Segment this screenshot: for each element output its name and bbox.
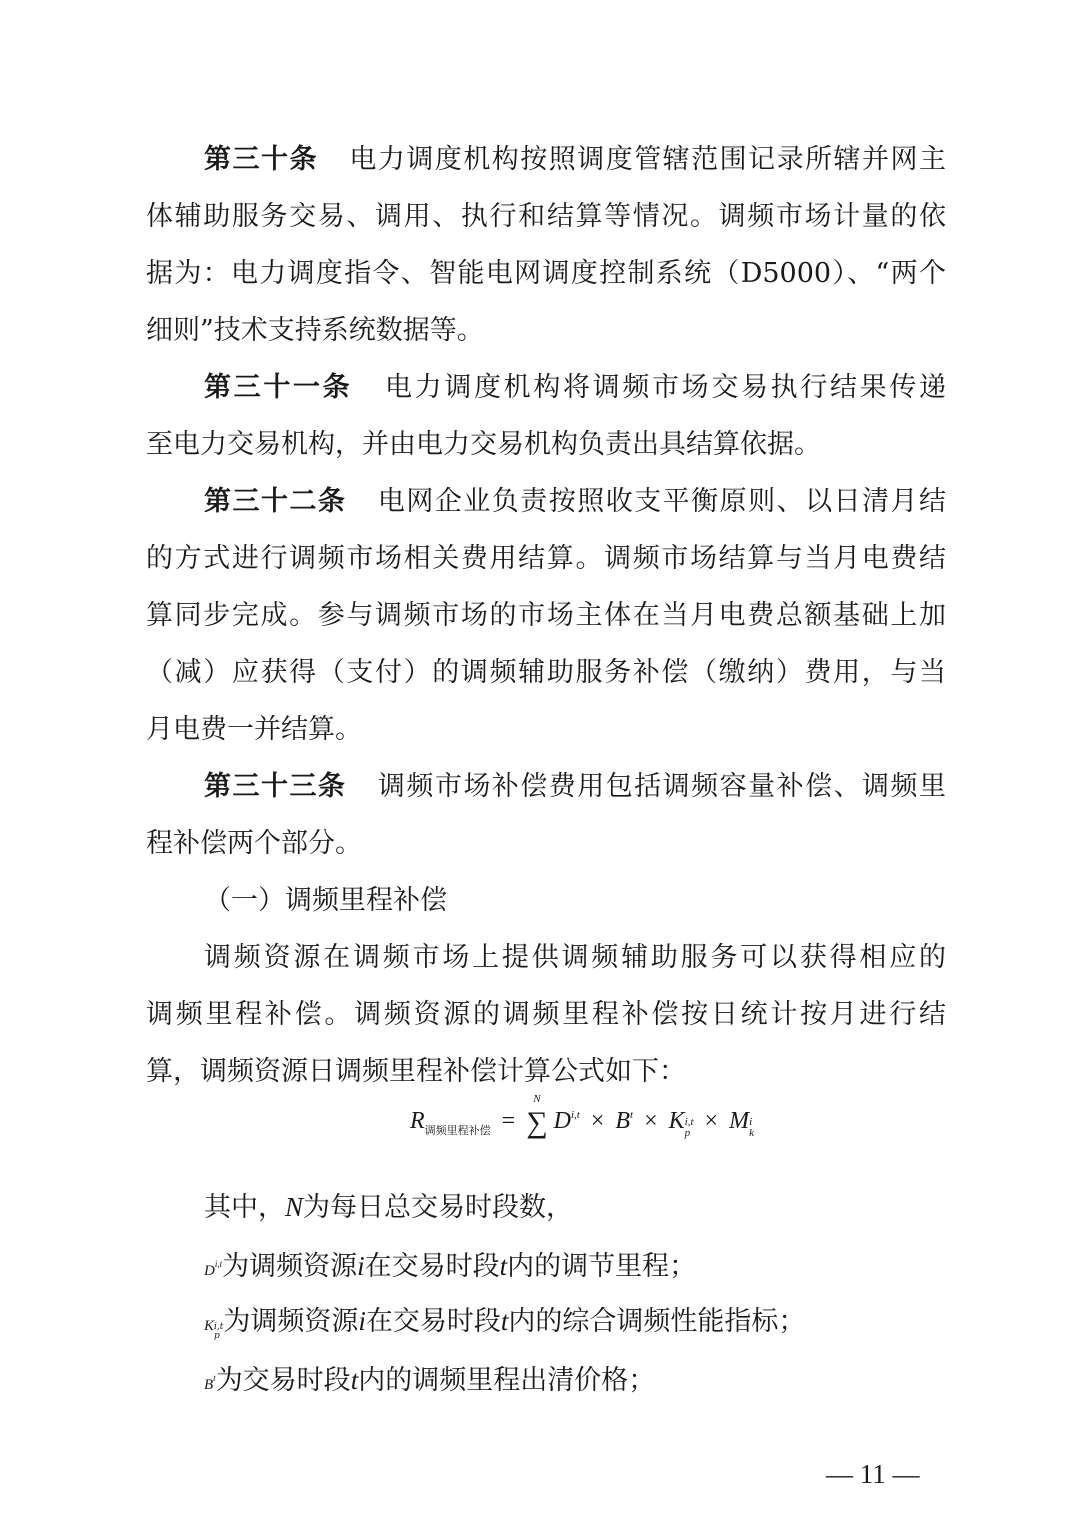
symbol-b-sup: t [213,1373,216,1383]
paragraph-line-1: 调频资源在调频市场上提供调频辅助服务可以获得相应的 [204,942,946,973]
definition-3-text-c: 内的综合调频性能指标； [508,1306,806,1337]
formula-b: B [615,1108,631,1134]
article-33-line-2: 程补偿两个部分。 [146,828,362,859]
symbol-k-scripts [214,1323,223,1341]
article-32-line-3: 算同步完成。参与调频市场的市场主体在当月电费总额基础上加 [146,600,946,631]
symbol-t-2: t [500,1306,509,1336]
paragraph-line-2: 调频里程补偿。调频资源的调频里程补偿按日统计按月进行结 [146,999,946,1030]
formula-sum [526,1093,548,1139]
formula-k: K [668,1108,685,1134]
article-32-line-4: （减）应获得（支付）的调频辅助服务补偿（缴纳）费用，与当 [146,657,946,688]
definition-2-text-c: 内的调节里程； [507,1251,697,1282]
article-30-line-2: 体辅助服务交易、调用、执行和结算等情况。调频市场计量的依 [146,201,946,232]
definition-4-text-a: 为交易时段 [215,1365,351,1396]
formula-d-sup: i,t [570,1109,580,1121]
formula-sum-upper: N [533,1093,541,1105]
symbol-k-sub: p [214,1331,220,1341]
article-31-line-2: 至电力交易机构，并由电力交易机构负责出具结算依据。 [146,429,821,460]
formula-lhs: R [410,1108,425,1134]
definition-2-text-a: 为调频资源 [222,1251,358,1282]
article-30-text: 电力调度机构按照调度管辖范围记录所辖并网主 [347,144,947,175]
symbol-i-2: i [358,1306,366,1336]
article-32-heading: 第三十二条 [204,486,347,517]
formula-m-sup: i [749,1116,753,1128]
symbol-n: N [285,1192,304,1222]
subsection-title: （一）调频里程补偿 [204,885,447,916]
definition-3-text-b: 在交易时段 [365,1306,501,1337]
article-31-line-1 [204,368,946,408]
definition-line-4 [204,1358,1004,1405]
article-31-text: 电力调度机构将调频市场交易执行结果传递 [382,372,947,403]
symbol-k-sup: i,t [214,1322,224,1332]
symbol-d: D [204,1263,215,1279]
article-30-line-1 [204,140,946,180]
formula-m-sub: k [749,1127,754,1139]
symbol-t-3: t [350,1365,359,1395]
formula-m-scripts [749,1117,754,1139]
definition-3-text-a: 为调频资源 [223,1306,359,1337]
symbol-d-sup: i,t [214,1259,223,1269]
paragraph-line-3: 算，调频资源日调频里程补偿计算公式如下： [146,1056,686,1087]
symbol-b: B [204,1377,214,1393]
formula-d: D [553,1108,571,1134]
formula-k-sub: p [684,1127,691,1139]
article-32-line-5: 月电费一并结算。 [146,714,362,745]
definition-2-text-b: 在交易时段 [364,1251,500,1282]
article-30-line-4: 细则”技术支持系统数据等。 [146,315,484,346]
formula-b-sup: t [630,1109,634,1121]
article-30-line-3: 据为：电力调度指令、智能电网调度控制系统（D5000）、“两个 [146,258,946,289]
article-32-line-2: 的方式进行调频市场相关费用结算。调频市场结算与当月电费结 [146,543,946,574]
page-number: — 11 — [826,1459,920,1489]
article-30-heading: 第三十条 [204,144,318,175]
definition-line-1 [204,1187,1004,1228]
definition-line-3 [204,1301,1004,1346]
symbol-i: i [357,1251,365,1281]
formula-equals: = [501,1108,516,1134]
formula-k-scripts [685,1117,694,1139]
sum-icon: ∑ [526,1106,548,1139]
formula-times-2: × [644,1108,658,1134]
article-32-text: 电网企业负责按照收支平衡原则、以日清月结 [376,486,947,517]
article-32-line-1 [204,482,946,522]
symbol-k: K [204,1318,215,1334]
formula-k-sup: i,t [684,1116,694,1128]
symbol-t: t [499,1251,508,1281]
definition-1-text: 为每日总交易时段数， [303,1192,574,1223]
article-33-line-1 [204,767,946,807]
article-33-text: 调频市场补偿费用包括调频容量补偿、调频里 [376,771,947,802]
definition-1-prefix: 其中， [204,1192,285,1223]
formula-times-3: × [704,1108,719,1134]
definition-4-text-c: 内的调频里程出清价格； [358,1365,656,1396]
article-33-heading: 第三十三条 [204,771,347,802]
formula-m: M [729,1108,750,1134]
article-31-heading: 第三十一条 [204,372,353,403]
formula [410,1093,754,1158]
definition-line-2 [204,1244,1004,1291]
formula-times-1: × [590,1108,605,1134]
formula-lhs-subscript: 调频里程补偿 [424,1125,491,1137]
